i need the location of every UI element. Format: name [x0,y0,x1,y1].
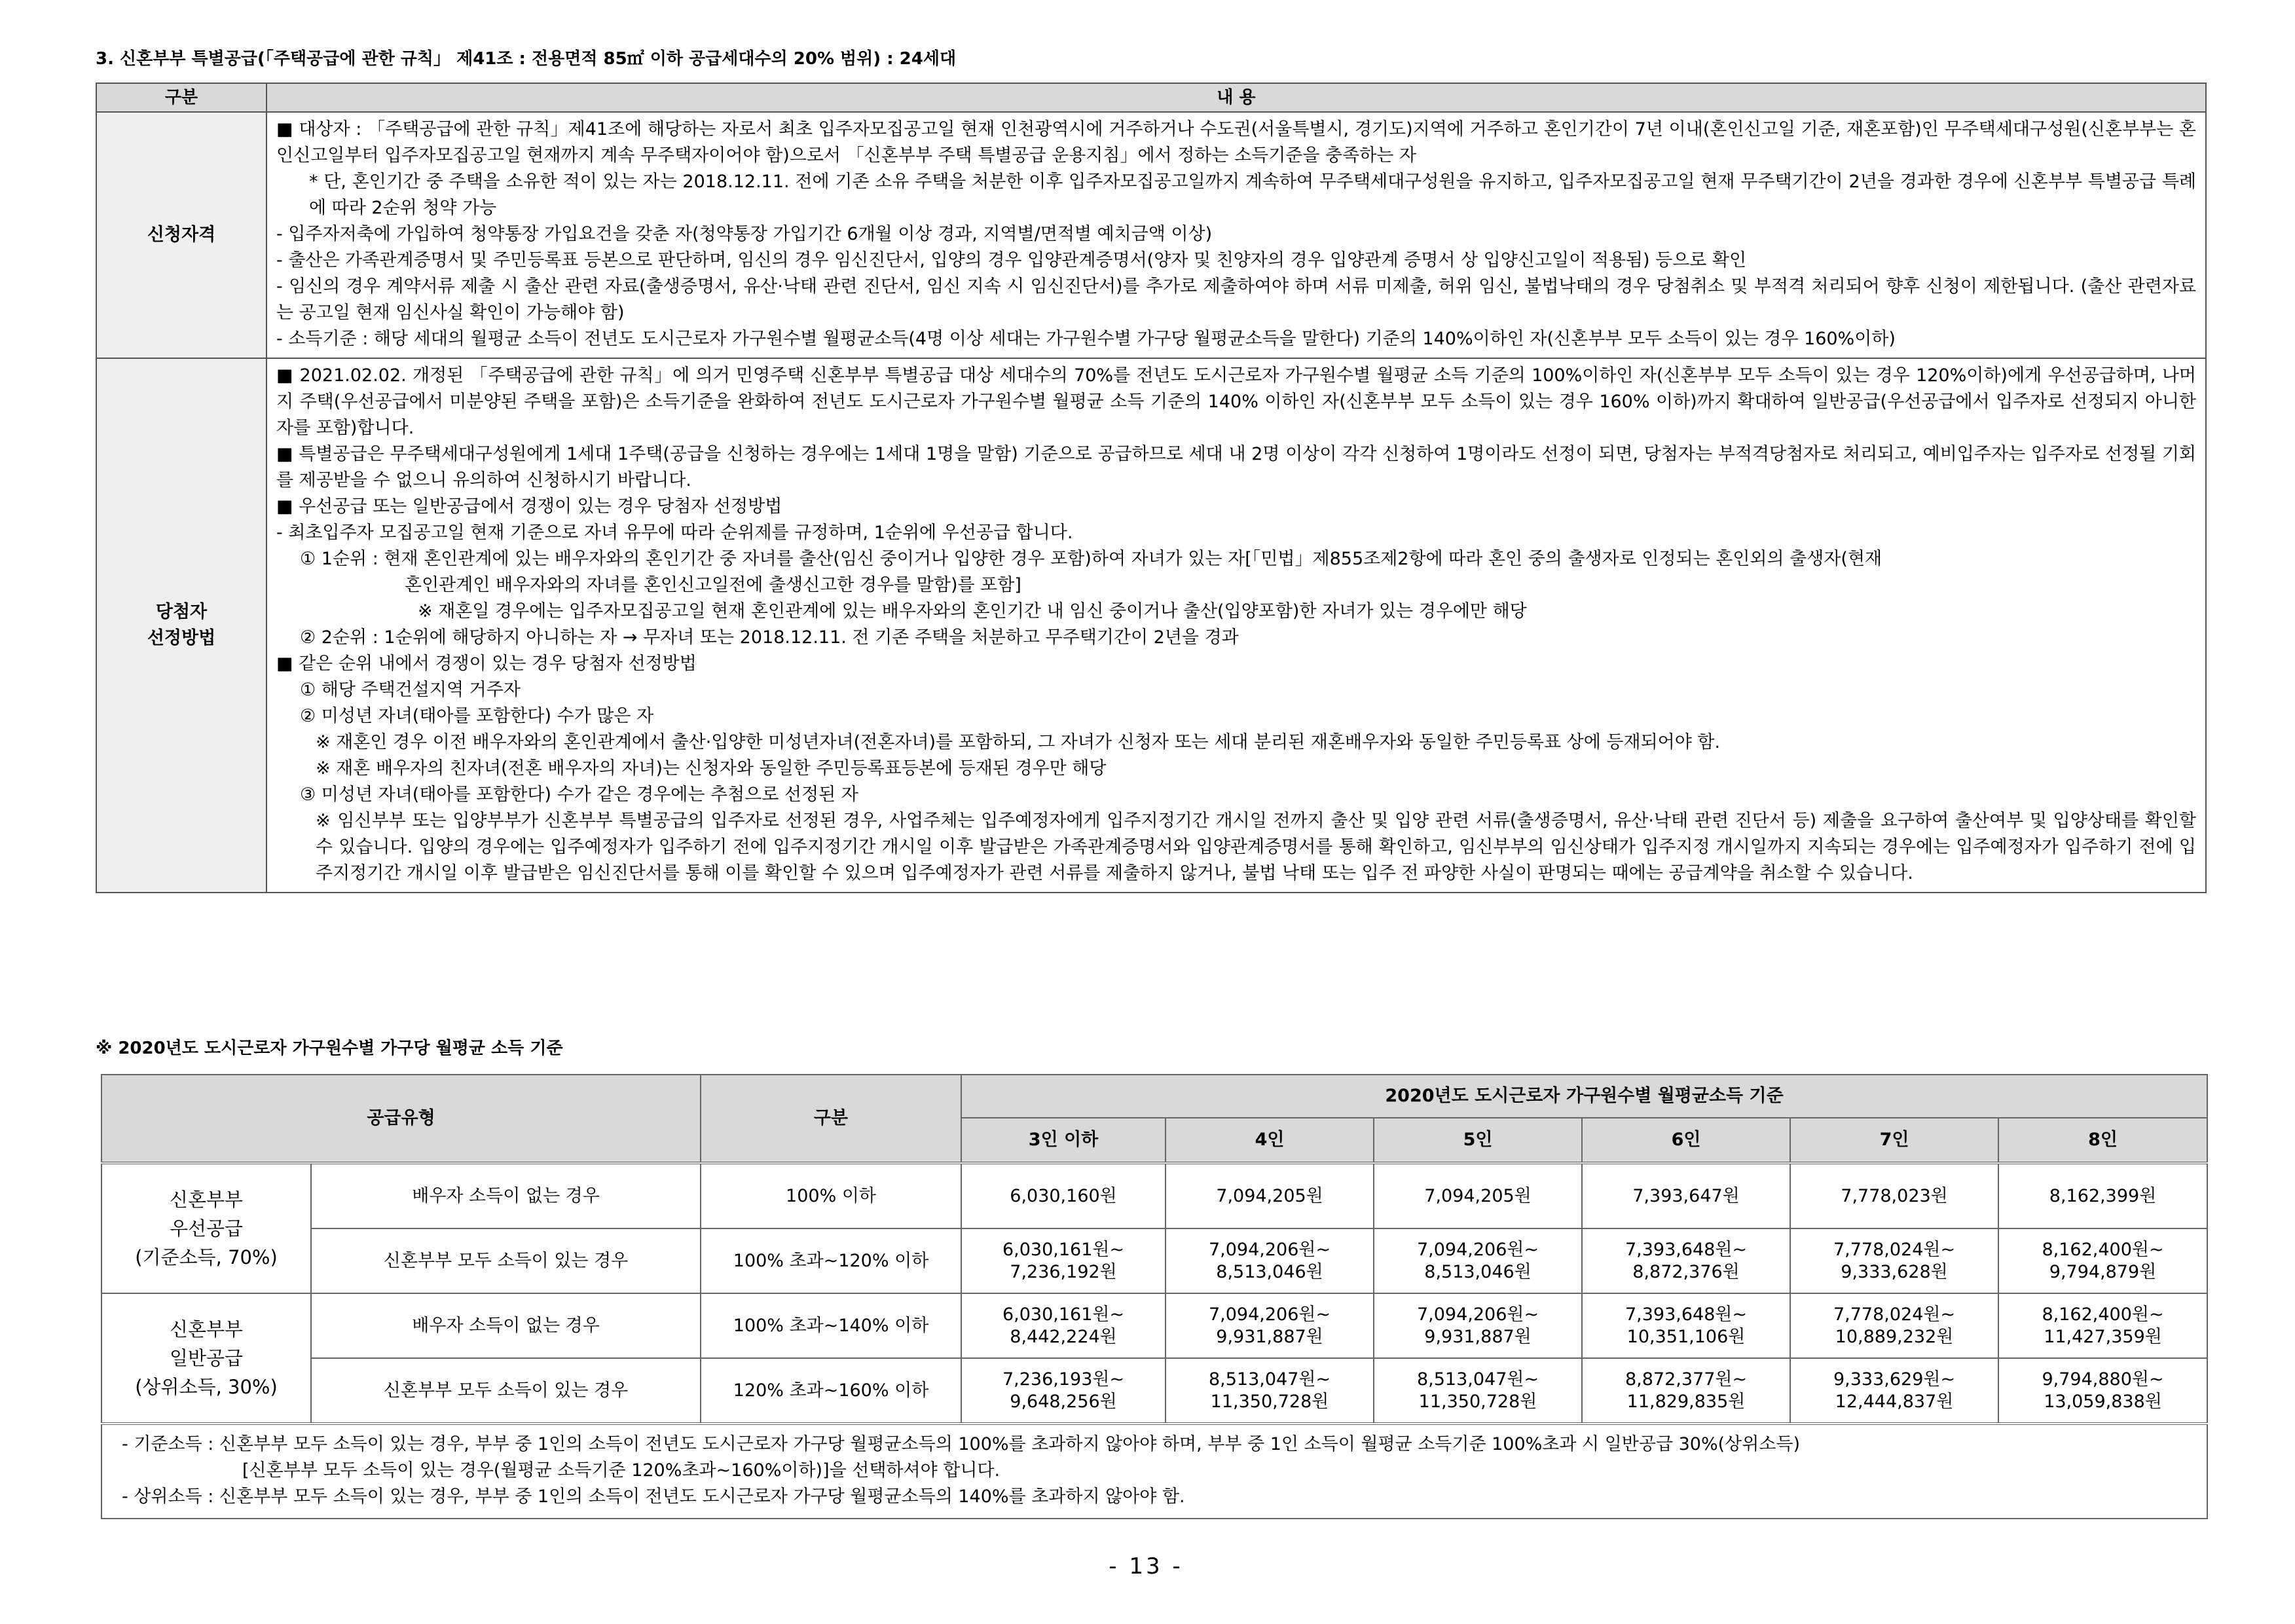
income-value-cell [1374,1163,1582,1228]
income-value-to: 9,648,256원 [1010,1391,1117,1412]
income-value-cell [1998,1163,2207,1228]
selection-label-line: 당첨자 [155,602,208,622]
income-value-cell [1166,1228,1374,1293]
income-value: 7,094,205원 [1216,1185,1323,1206]
income-value-to: 10,351,106원 [1626,1326,1746,1347]
table-row [101,1358,2207,1424]
selection-line: ① 해당 주택건설지역 거주자 [300,680,521,700]
header-content: 내 용 [266,83,2206,112]
eligibility-line: - 출산은 가족관계증명서 및 주민등록표 등본으로 판단하며, 임신의 경우 임신진단서, 입양의 경우 입양관계증명서(양자 및 친양자의 경우 입양관계 증명서 상 입양신고일이 적용됨) 등으로 확인 [276,250,1747,270]
income-value-to: 9,931,887원 [1216,1326,1323,1347]
note-line: [신혼부부 모두 소득이 있는 경우(월평균 소득기준 120%초과~160%이하)]을 선택하셔야 합니다. [242,1460,1001,1481]
income-value-from: 7,094,206원~ [1208,1304,1331,1325]
income-value-cell [961,1358,1166,1424]
income-value-from: 9,794,880원~ [2042,1369,2164,1390]
section-title: 3. 신혼부부 특별공급(「주택공급에 관한 규칙」 제41조 : 전용면적 85㎡ 이하 공급세대수의 20% 범위) : 24세대 [96,49,957,69]
header-range: 구분 [701,1075,961,1163]
income-standard-table [101,1074,2208,1519]
selection-line: ② 2순위 : 1순위에 해당하지 아니하는 자 → 무자녀 또는 2018.12.11. 전 기존 주택을 처분하고 무주택기간이 2년을 경과 [300,627,1239,648]
income-value-to: 11,350,728원 [1418,1391,1537,1412]
note-line: - 상위소득 : 신혼부부 모두 소득이 있는 경우, 부부 중 1인의 소득이 전년도 도시근로자 가구당 월평균소득의 140%를 초과하지 않아야 함. [122,1486,1185,1507]
group-label-line: (기준소득, 70%) [135,1246,278,1268]
group-label-line: 신혼부부 [169,1318,244,1340]
income-value-to: 8,872,376원 [1632,1261,1740,1282]
selection-line: ※ 재혼일 경우에는 입주자모집공고일 현재 혼인관계에 있는 배우자와의 혼인기간 내 임신 중이거나 출산(입양포함)한 자녀가 있는 경우에만 해당 [418,601,1527,621]
selection-line: ③ 미성년 자녀(태아를 포함한다) 수가 같은 경우에는 추첨으로 선정된 자 [300,784,858,805]
income-value-from: 9,333,629원~ [1833,1369,1956,1390]
income-value-cell [1998,1358,2207,1424]
income-value-from: 7,393,648원~ [1625,1304,1748,1325]
table-row [101,1293,2207,1358]
income-value-cell [1790,1163,1998,1228]
income-value: 7,778,023원 [1841,1185,1948,1206]
income-value-from: 8,162,400원~ [2042,1239,2164,1260]
table-row [101,1228,2207,1293]
selection-line: ※ 재혼 배우자의 친자녀(전혼 배우자의 자녀)는 신청자와 동일한 주민등록표등본에 등재된 경우만 해당 [316,758,1107,779]
income-type-cell: 배우자 소득이 없는 경우 [311,1293,701,1358]
group-label-line: 일반공급 [169,1347,244,1369]
selection-line: 혼인관계인 배우자와의 자녀를 혼인신고일전에 출생신고한 경우를 말함)를 포함] [405,575,1021,595]
income-value-cell [961,1228,1166,1293]
income-value-cell [1790,1293,1998,1358]
income-value: 7,393,647원 [1632,1185,1740,1206]
income-value-to: 11,350,728원 [1210,1391,1329,1412]
selection-line: ① 1순위 : 현재 혼인관계에 있는 배우자와의 혼인기간 중 자녀를 출산(임신 중이거나 입양한 경우 포함)하여 자녀가 있는 자[「민법」제855조제2항에 따라 혼인 중의 출생자로 인정되는 혼인외의 출생자(현재 [300,549,1882,569]
header-household-size: 5인 [1374,1118,1582,1163]
selection-content [266,358,2206,893]
group-label-line: (상위소득, 30%) [135,1376,278,1398]
group-label-line: 신혼부부 [169,1189,244,1211]
income-value-to: 9,333,628원 [1841,1261,1948,1282]
eligibility-line: - 입주자저축에 가입하여 청약통장 가입요건을 갖춘 자(청약통장 가입기간 6개월 이상 경과, 지역별/면적별 예치금액 이상) [276,224,1213,244]
income-value-cell [1582,1293,1790,1358]
table-row [101,1163,2207,1228]
income-range-cell: 100% 이하 [701,1163,961,1228]
income-type-cell: 신혼부부 모두 소득이 있는 경우 [311,1358,701,1424]
income-value: 7,094,205원 [1424,1185,1532,1206]
income-value-cell [1998,1228,2207,1293]
eligibility-line: ■ 대상자 : 「주택공급에 관한 규칙」제41조에 해당하는 자로서 최초 입주자모집공고일 현재 인천광역시에 거주하거나 수도권(서울특별시, 경기도)지역에 거주하고 혼인기간이 7년 이내(혼인신고일 기준, 재혼포함)인 무주택세대구성원(신혼부부는 혼인신고일부터 입주자모집공고일 현재까지 계속 무주택자이어야 함)으로서 「신혼부부 주택 특별공급 운용지침」에서 정하는 소득기준을 충족하는 자 [276,119,2196,166]
income-value-from: 7,094,206원~ [1208,1239,1331,1260]
income-value-to: 8,513,046원 [1216,1261,1323,1282]
income-value-from: 8,162,400원~ [2042,1304,2164,1325]
income-value-to: 13,059,838원 [2044,1391,2162,1412]
header-household-size: 8인 [1998,1118,2207,1163]
selection-line: - 최초입주자 모집공고일 현재 기준으로 자녀 유무에 따라 순위제를 규정하며, 1순위에 우선공급 합니다. [276,523,1073,543]
income-value-from: 7,393,648원~ [1625,1239,1748,1260]
income-value-from: 7,094,206원~ [1416,1304,1539,1325]
eligibility-content [266,112,2206,358]
header-supply-type: 공급유형 [101,1075,701,1163]
income-type-cell: 배우자 소득이 없는 경우 [311,1163,701,1228]
note-line: - 기준소득 : 신혼부부 모두 소득이 있는 경우, 부부 중 1인의 소득이 전년도 도시근로자 가구당 월평균소득의 100%를 초과하지 않아야 하며, 부부 중 1인 소득이 월평균 소득기준 100%초과 시 일반공급 30%(상위소득) [122,1434,1801,1454]
table-header-row [96,83,2206,112]
header-household-size: 3인 이하 [961,1118,1166,1163]
selection-row [96,358,2206,893]
selection-line: ■ 같은 순위 내에서 경쟁이 있는 경우 당첨자 선정방법 [276,654,697,674]
income-value-cell [1790,1228,1998,1293]
eligibility-label: 신청자격 [96,112,266,358]
eligibility-line: - 임신의 경우 계약서류 제출 시 출산 관련 자료(출생증명서, 유산·낙태 관련 진단서, 임신 지속 시 임신진단서)를 추가로 제출하여야 하며 서류 미제출, 허위 임신, 불법낙태의 경우 당첨취소 및 부적격 처리되어 향후 신청이 제한됩니다. (출산 관련자료는 공고일 현재 임신사실 확인이 가능해야 함) [276,276,2196,323]
eligibility-line: - 소득기준 : 해당 세대의 월평균 소득이 전년도 도시근로자 가구원수별 월평균소득(4명 이상 세대는 가구원수별 가구당 월평균소득을 말한다) 기준의 140%이하인 자(신혼부부 모두 소득이 있는 경우 160%이하) [276,329,1896,349]
income-value-to: 12,444,837원 [1835,1391,1954,1412]
income-value-cell [1582,1358,1790,1424]
income-value-cell [1166,1293,1374,1358]
income-value-cell [961,1293,1166,1358]
selection-line: ※ 임신부부 또는 입양부부가 신혼부부 특별공급의 입주자로 선정된 경우, 사업주체는 입주예정자에게 입주지정기간 개시일 전까지 출산 및 입양 관련 서류(출생증명서, 유산·낙태 관련 진단서 등) 제출을 요구하여 출산여부 및 입양상태를 확인할 수 있습니다. 입양의 경우에는 입주예정자가 입주하기 전에 입주지정기간 개시일 이후 발급받은 가족관계증명서와 입양관계증명서를 통해 확인하고, 임신부부의 임신상태가 입주지정 개시일까지 지속되는 경우에는 입주예정자가 입주하기 전에 입주지정기간 개시일 이후 발급받은 임신진단서를 통해 이를 확인할 수 있으며 입주예정자가 관련 서류를 제출하지 않거나, 불법 낙태 또는 입주 전 파양한 사실이 판명되는 때에는 공급계약을 취소할 수 있습니다. [316,811,2196,883]
income-value: 6,030,160원 [1010,1185,1117,1206]
income-value-from: 8,872,377원~ [1625,1369,1748,1390]
income-value-from: 6,030,161원~ [1002,1304,1125,1325]
income-header-row [101,1075,2207,1118]
income-value-cell [1582,1163,1790,1228]
income-value-cell [961,1163,1166,1228]
header-household-size: 6인 [1582,1118,1790,1163]
income-value-to: 10,889,232원 [1835,1326,1954,1347]
income-notes [101,1424,2207,1519]
income-value-cell [1790,1358,1998,1424]
income-value-from: 8,513,047원~ [1208,1369,1331,1390]
income-value-from: 7,778,024원~ [1833,1239,1956,1260]
header-household-size: 7인 [1790,1118,1998,1163]
income-range-cell: 100% 초과~120% 이하 [701,1228,961,1293]
income-value-cell [1582,1228,1790,1293]
selection-label-line: 선정방법 [147,628,216,648]
income-value-from: 7,236,193원~ [1002,1369,1125,1390]
income-type-cell: 신혼부부 모두 소득이 있는 경우 [311,1228,701,1293]
header-household-size: 4인 [1166,1118,1374,1163]
header-category: 구분 [96,83,266,112]
income-table-title: ※ 2020년도 도시근로자 가구원수별 가구당 월평균 소득 기준 [96,1039,563,1058]
income-value: 8,162,399원 [2049,1185,2157,1206]
supply-group-label [101,1163,311,1293]
income-value-cell [1374,1293,1582,1358]
income-value-to: 9,794,879원 [2049,1261,2157,1282]
income-value-to: 11,427,359원 [2044,1326,2162,1347]
income-range-cell: 100% 초과~140% 이하 [701,1293,961,1358]
income-value-to: 8,513,046원 [1424,1261,1532,1282]
income-value-to: 7,236,192원 [1010,1261,1117,1282]
selection-line: ■ 특별공급은 무주택세대구성원에게 1세대 1주택(공급을 신청하는 경우에는 1세대 1명을 말함) 기준으로 공급하므로 세대 내 2명 이상이 각각 신청하여 1명이라도 선정이 되면, 당첨자는 부적격당첨자로 처리되고, 예비입주자는 입주자로 선정될 기회를 제공받을 수 없으니 유의하여 신청하시기 바랍니다. [276,444,2196,490]
header-income-group: 2020년도 도시근로자 가구원수별 월평균소득 기준 [961,1075,2207,1118]
income-value-to: 8,442,224원 [1010,1326,1117,1347]
income-value-cell [1998,1293,2207,1358]
income-value-cell [1166,1358,1374,1424]
notes-row [101,1424,2207,1519]
supply-group-label [101,1293,311,1424]
selection-line: ■ 2021.02.02. 개정된 「주택공급에 관한 규칙」에 의거 민영주택 신혼부부 특별공급 대상 세대수의 70%를 전년도 도시근로자 가구원수별 월평균 소득 기준의 100%이하인 자(신혼부부 모두 소득이 있는 경우 120%이하)에게 우선공급하며, 나머지 주택(우선공급에서 미분양된 주택을 포함)은 소득기준을 완화하여 전년도 도시근로자 가구원수별 월평균 소득 기준의 140% 이하인 자(신혼부부 모두 소득이 있는 경우 160% 이하)까지 확대하여 일반공급(우선공급에서 입주자로 선정되지 아니한 자를 포함)합니다. [276,365,2196,438]
selection-line: ※ 재혼인 경우 이전 배우자와의 혼인관계에서 출산·입양한 미성년자녀(전혼자녀)를 포함하되, 그 자녀가 신청자 또는 세대 분리된 재혼배우자와 동일한 주민등록표 상에 등재되어야 함. [316,732,1721,752]
eligibility-row [96,112,2206,358]
income-value-cell [1374,1228,1582,1293]
selection-line: ■ 우선공급 또는 일반공급에서 경쟁이 있는 경우 당첨자 선정방법 [276,496,782,517]
income-value-from: 8,513,047원~ [1416,1369,1539,1390]
page-number: - 13 - [1109,1553,1183,1579]
special-supply-table [96,83,2207,893]
income-value-cell [1374,1358,1582,1424]
selection-label [96,358,266,893]
income-value-from: 7,094,206원~ [1416,1239,1539,1260]
group-label-line: 우선공급 [169,1217,244,1240]
selection-line: ② 미성년 자녀(태아를 포함한다) 수가 많은 자 [300,706,654,726]
income-value-from: 6,030,161원~ [1002,1239,1125,1260]
income-value-to: 9,931,887원 [1424,1326,1532,1347]
income-range-cell: 120% 초과~160% 이하 [701,1358,961,1424]
income-value-cell [1166,1163,1374,1228]
income-value-to: 11,829,835원 [1626,1391,1746,1412]
eligibility-line: * 단, 혼인기간 중 주택을 소유한 적이 있는 자는 2018.12.11. 전에 기존 소유 주택을 처분한 이후 입주자모집공고일까지 계속하여 무주택세대구성원을 유지하고, 입주자모집공고일 현재 무주택기간이 2년을 경과한 경우에 신혼부부 특별공급 특례에 따라 2순위 청약 가능 [309,172,2196,218]
income-value-from: 7,778,024원~ [1833,1304,1956,1325]
